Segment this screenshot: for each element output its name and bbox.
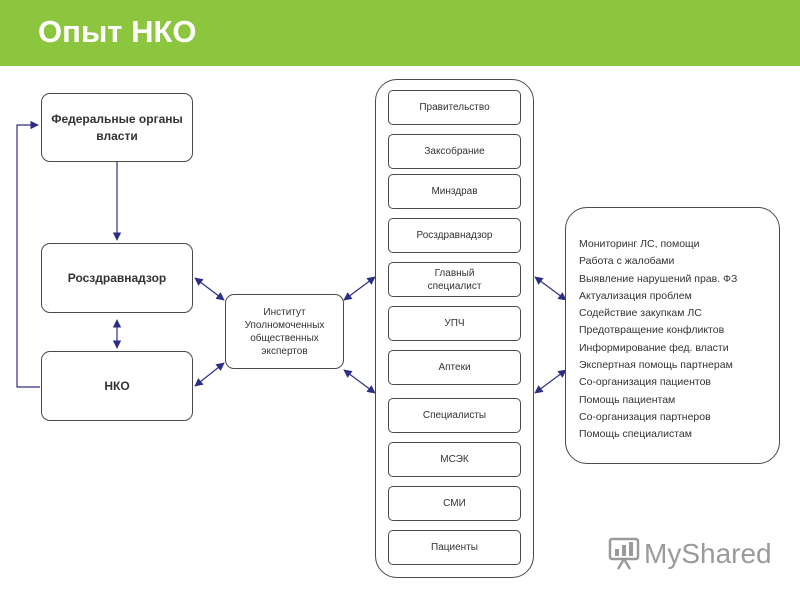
- activity-item: Предотвращение конфликтов: [579, 324, 725, 337]
- stakeholder-item: [388, 174, 521, 209]
- arrow-stack-activities-top: [535, 277, 566, 300]
- stakeholder-label: Росздравнадзор: [416, 230, 493, 241]
- activity-item: Экспертная помощь партнерам: [579, 359, 733, 372]
- stakeholder-item: [388, 90, 521, 125]
- activity-item: Выявление нарушений прав. ФЗ: [579, 272, 738, 285]
- nko-label: НКО: [104, 378, 130, 393]
- arrow-nko-to-federal: [17, 125, 40, 387]
- stakeholder-item: [388, 350, 521, 385]
- activity-item: Содействие закупкам ЛС: [579, 307, 702, 320]
- stakeholder-item: [388, 218, 521, 253]
- stakeholder-item: [388, 306, 521, 341]
- arrow-roszdravnadzor-institute: [195, 278, 224, 300]
- roszdravnadzor-label: Росздравнадзор: [67, 270, 167, 285]
- stakeholder-label: Пациенты: [431, 542, 478, 553]
- stakeholder-item: [388, 262, 521, 297]
- watermark-text: MyShared: [644, 538, 772, 569]
- page-title: Опыт НКО: [38, 14, 197, 49]
- stakeholder-label: Минздрав: [431, 186, 478, 197]
- activity-item: Помощь пациентам: [579, 393, 676, 406]
- stakeholder-label: Главный специалист: [427, 267, 482, 292]
- watermark: [608, 536, 772, 572]
- stakeholder-label: Специалисты: [422, 410, 487, 421]
- stakeholder-label: МСЭК: [440, 454, 469, 465]
- institute-label: Институт Уполномоченных общественных экспертов: [244, 306, 325, 357]
- arrow-institute-stack-bottom: [344, 370, 375, 393]
- stakeholder-item: [388, 442, 521, 477]
- stakeholder-label: СМИ: [443, 498, 466, 509]
- stakeholder-label: Аптеки: [438, 362, 471, 373]
- activity-item: Помощь специалистам: [579, 428, 692, 441]
- arrow-institute-stack-top: [344, 277, 375, 300]
- activity-item: Со-организация пациентов: [579, 376, 711, 389]
- roszdravnadzor-box: [41, 243, 193, 313]
- federal-authorities-box: [41, 93, 193, 162]
- arrow-nko-institute: [195, 363, 224, 386]
- activities-box: [565, 207, 780, 464]
- activities-list: [579, 236, 737, 444]
- presentation-board-icon: [608, 537, 640, 571]
- stakeholder-label: УПЧ: [444, 318, 465, 329]
- stakeholder-item: [388, 398, 521, 433]
- stakeholder-label: Заксобрание: [424, 146, 485, 157]
- stakeholder-label: Правительство: [419, 102, 490, 113]
- activity-item: Со-организация партнеров: [579, 410, 711, 423]
- activity-item: Актуализация проблем: [579, 289, 692, 302]
- stakeholder-item: [388, 530, 521, 565]
- activity-item: Мониторинг ЛС, помощи: [579, 238, 700, 250]
- federal-authorities-label: Федеральные органы власти: [51, 111, 183, 143]
- nko-box: [41, 351, 193, 421]
- arrow-stack-activities-bottom: [535, 370, 566, 393]
- activity-item: Информирование фед. власти: [579, 341, 729, 354]
- institute-box: [225, 294, 344, 369]
- stakeholder-item: [388, 134, 521, 169]
- activity-item: Работа с жалобами: [579, 255, 675, 268]
- stakeholder-item: [388, 486, 521, 521]
